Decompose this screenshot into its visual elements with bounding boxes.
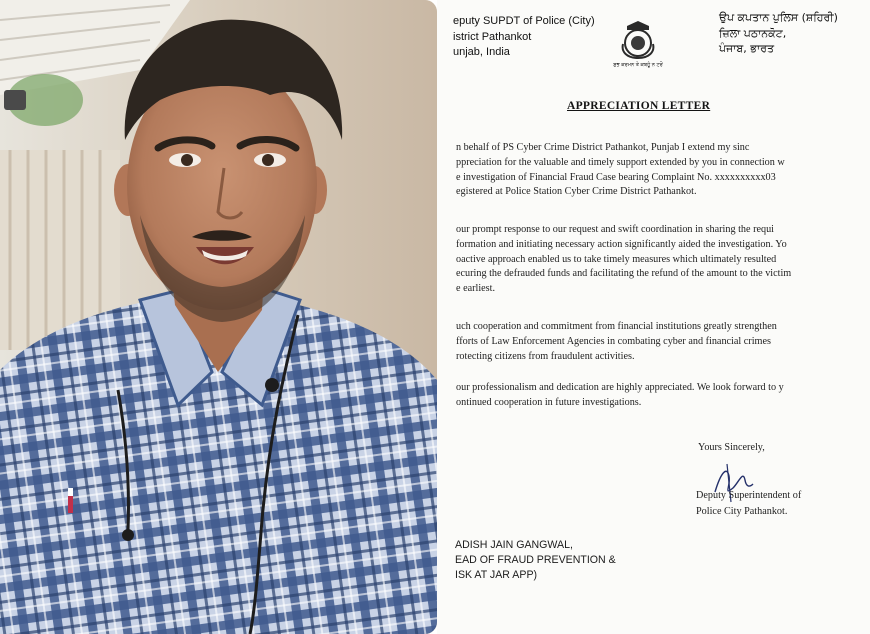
closing-salutation: Yours Sincerely,	[698, 442, 765, 453]
letterhead-line: ਪੰਜਾਬ, ਭਾਰਤ	[719, 42, 775, 55]
text-line: uch cooperation and commitment from financial institutions greatly strengthen	[456, 321, 777, 332]
addressee-block	[455, 538, 616, 583]
emblem-motto: ਸ਼ੁਭ ਕਰਮਨ ਤੇ ਕਬਹੂੰ ਨ ਟਰੋਂ	[613, 62, 663, 68]
addressee-line: EAD OF FRAUD PREVENTION &	[455, 554, 616, 566]
paragraph-1	[456, 141, 870, 200]
text-line: rotecting citizens from fraudulent activities.	[456, 350, 635, 362]
letterhead-line: ਜ਼ਿਲਾ ਪਠਾਨਕੋਟ,	[719, 26, 787, 40]
text-line: ppreciation for the valuable and timely support extended by you in connection w	[456, 156, 785, 168]
text-line: egistered at Police Station Cyber Crime District Pathankot.	[456, 186, 697, 198]
text-line: our prompt response to our request and swift coordination in sharing the requi	[456, 224, 775, 235]
punjab-police-emblem-icon	[607, 20, 669, 68]
letterhead-line: unjab, India	[453, 46, 510, 58]
letter-title: APPRECIATION LETTER	[567, 100, 711, 112]
text-line: n behalf of PS Cyber Crime District Pathankot, Punjab I extend my sinc	[456, 142, 750, 153]
text-line: oactive approach enabled us to take timely measures which ultimately resulted	[456, 253, 777, 265]
letterhead-english	[453, 14, 595, 61]
paragraph-3	[456, 320, 870, 364]
paragraph-2	[456, 223, 870, 297]
letterhead-punjabi	[719, 10, 838, 57]
text-line: fforts of Law Enforcement Agencies in combating cyber and financial crimes	[456, 335, 771, 347]
text-line: ontinued cooperation in future investigations.	[456, 396, 642, 408]
paragraph-4	[456, 381, 870, 411]
signatory-block	[696, 488, 801, 519]
appreciation-letter-document	[437, 0, 870, 634]
addressee-line: ADISH JAIN GANGWAL,	[455, 539, 573, 551]
letterhead-line: eputy SUPDT of Police (City)	[453, 15, 595, 27]
signatory-line: Deputy Superintendent of	[696, 490, 802, 501]
text-line: e investigation of Financial Fraud Case bearing Complaint No. xxxxxxxxxx03	[456, 171, 776, 183]
addressee-line: ISK AT JAR APP)	[455, 569, 538, 581]
letterhead-line: ਉਪ ਕਪਤਾਨ ਪੁਲਿਸ (ਸ਼ਹਿਰੀ)	[719, 11, 838, 24]
text-line: ecuring the defrauded funds and facilitating the refund of the amount to the victim	[456, 268, 792, 280]
letterhead-line: istrict Pathankot	[453, 30, 532, 43]
text-line: formation and initiating necessary action significantly aided the investigation. Yo	[456, 238, 787, 250]
text-line: e earliest.	[456, 283, 496, 295]
text-line: our professionalism and dedication are highly appreciated. We look forward to y	[456, 382, 784, 393]
signatory-line: Police City Pathankot.	[696, 505, 788, 517]
